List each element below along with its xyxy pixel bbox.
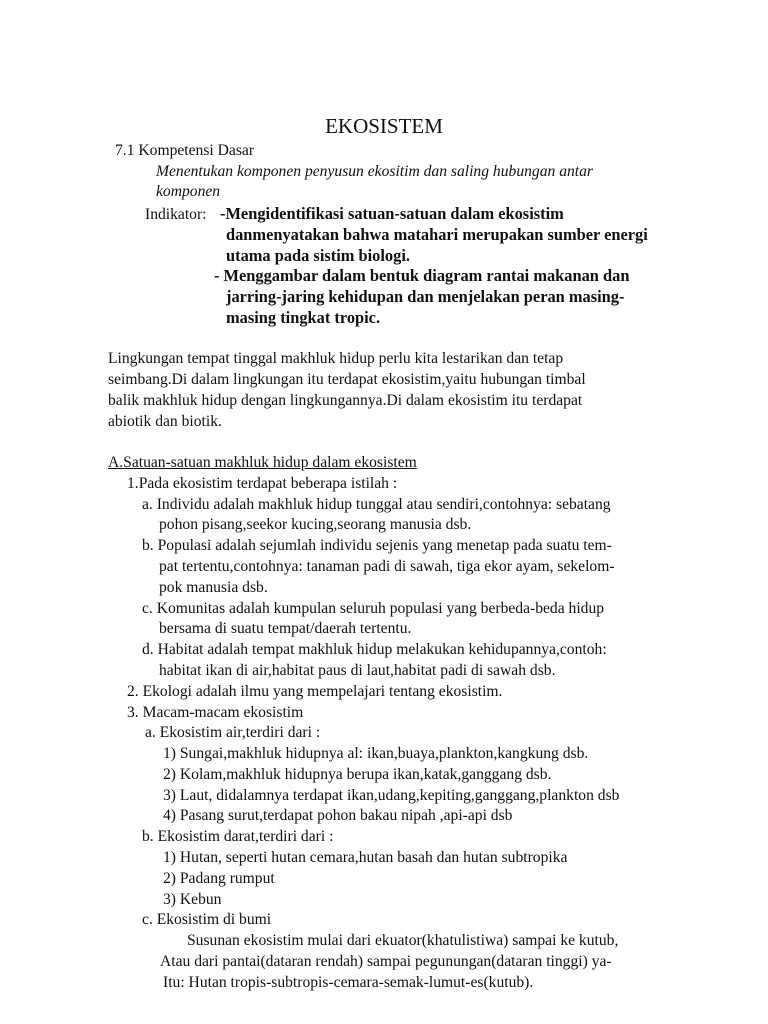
text-line: 2. Ekologi adalah ilmu yang mempelajari tentang ekosistim. xyxy=(127,683,503,700)
text-line: a. Ekosistim air,terdiri dari : xyxy=(145,724,321,741)
text-line: pohon pisang,seekor kucing,seorang manusia dsb. xyxy=(159,516,472,533)
text-line: b. Ekosistim darat,terdiri dari : xyxy=(142,828,334,845)
kompetensi-heading: 7.1 Kompetensi Dasar xyxy=(115,142,255,159)
text-line: 1) Hutan, seperti hutan cemara,hutan basah dan hutan subtropika xyxy=(163,849,568,866)
text-line: 3) Laut, didalamnya terdapat ikan,udang,kepiting,ganggang,plankton dsb xyxy=(163,787,620,804)
text-line: d. Habitat adalah tempat makhluk hidup melakukan kehidupannya,contoh: xyxy=(142,641,607,658)
text-line: 2) Kolam,makhluk hidupnya berupa ikan,katak,ganggang dsb. xyxy=(163,766,552,783)
text-line: pat tertentu,contohnya: tanaman padi di sawah, tiga ekor ayam, sekelom- xyxy=(159,558,615,575)
intro-line: seimbang.Di dalam lingkungan itu terdapat ekosistim,yaitu hubungan timbal xyxy=(108,371,586,388)
text-line: Atau dari pantai(dataran rendah) sampai pegunungan(dataran tinggi) ya- xyxy=(160,953,612,970)
text-line: 1.Pada ekosistim terdapat beberapa istilah : xyxy=(127,475,398,492)
text-line: 4) Pasang surut,terdapat pohon bakau nipah ,api-api dsb xyxy=(163,807,513,824)
text-line: habitat ikan di air,habitat paus di laut,habitat padi di sawah dsb. xyxy=(159,662,556,679)
indikator-label: Indikator: xyxy=(145,206,207,223)
text-line: 2) Padang rumput xyxy=(163,870,275,887)
indikator-line: -Mengidentifikasi satuan-satuan dalam ekosistim xyxy=(220,204,564,223)
page-title: EKOSISTEM xyxy=(325,114,443,138)
intro-line: abiotik dan biotik. xyxy=(108,413,222,430)
text-line: pok manusia dsb. xyxy=(159,579,268,596)
indikator-line: utama pada sistim biologi. xyxy=(226,246,410,265)
indikator-line: jarring-jaring kehidupan dan menjelakan peran masing- xyxy=(226,287,625,306)
text-line: 3. Macam-macam ekosistim xyxy=(127,704,304,721)
text-line: a. Individu adalah makhluk hidup tunggal atau sendiri,contohnya: sebatang xyxy=(142,496,611,513)
indikator-line: danmenyatakan bahwa matahari merupakan sumber energi xyxy=(226,225,648,244)
section-a-heading: A.Satuan-satuan makhluk hidup dalam ekosistem xyxy=(108,454,417,471)
intro-line: Lingkungan tempat tinggal makhluk hidup perlu kita lestarikan dan tetap xyxy=(108,350,564,367)
text-line: 3) Kebun xyxy=(163,891,222,908)
kompetensi-desc-line: komponen xyxy=(156,183,221,200)
intro-line: balik makhluk hidup dengan lingkungannya.Di dalam ekosistim itu terdapat xyxy=(108,392,583,409)
kompetensi-desc-line: Menentukan komponen penyusun ekositim dan saling hubungan antar xyxy=(156,163,593,180)
text-line: c. Ekosistim di bumi xyxy=(142,911,272,928)
text-line: c. Komunitas adalah kumpulan seluruh populasi yang berbeda-beda hidup xyxy=(142,600,605,617)
text-line: Susunan ekosistim mulai dari ekuator(khatulistiwa) sampai ke kutub, xyxy=(187,932,619,949)
text-line: Itu: Hutan tropis-subtropis-cemara-semak-lumut-es(kutub). xyxy=(163,974,534,991)
indikator-line: masing tingkat tropic. xyxy=(226,308,381,327)
text-line: 1) Sungai,makhluk hidupnya al: ikan,buaya,plankton,kangkung dsb. xyxy=(163,745,589,762)
text-line: bersama di suatu tempat/daerah tertentu. xyxy=(159,620,412,637)
indikator-line: - Menggambar dalam bentuk diagram rantai makanan dan xyxy=(214,266,630,285)
text-line: b. Populasi adalah sejumlah individu sejenis yang menetap pada suatu tem- xyxy=(142,537,612,554)
